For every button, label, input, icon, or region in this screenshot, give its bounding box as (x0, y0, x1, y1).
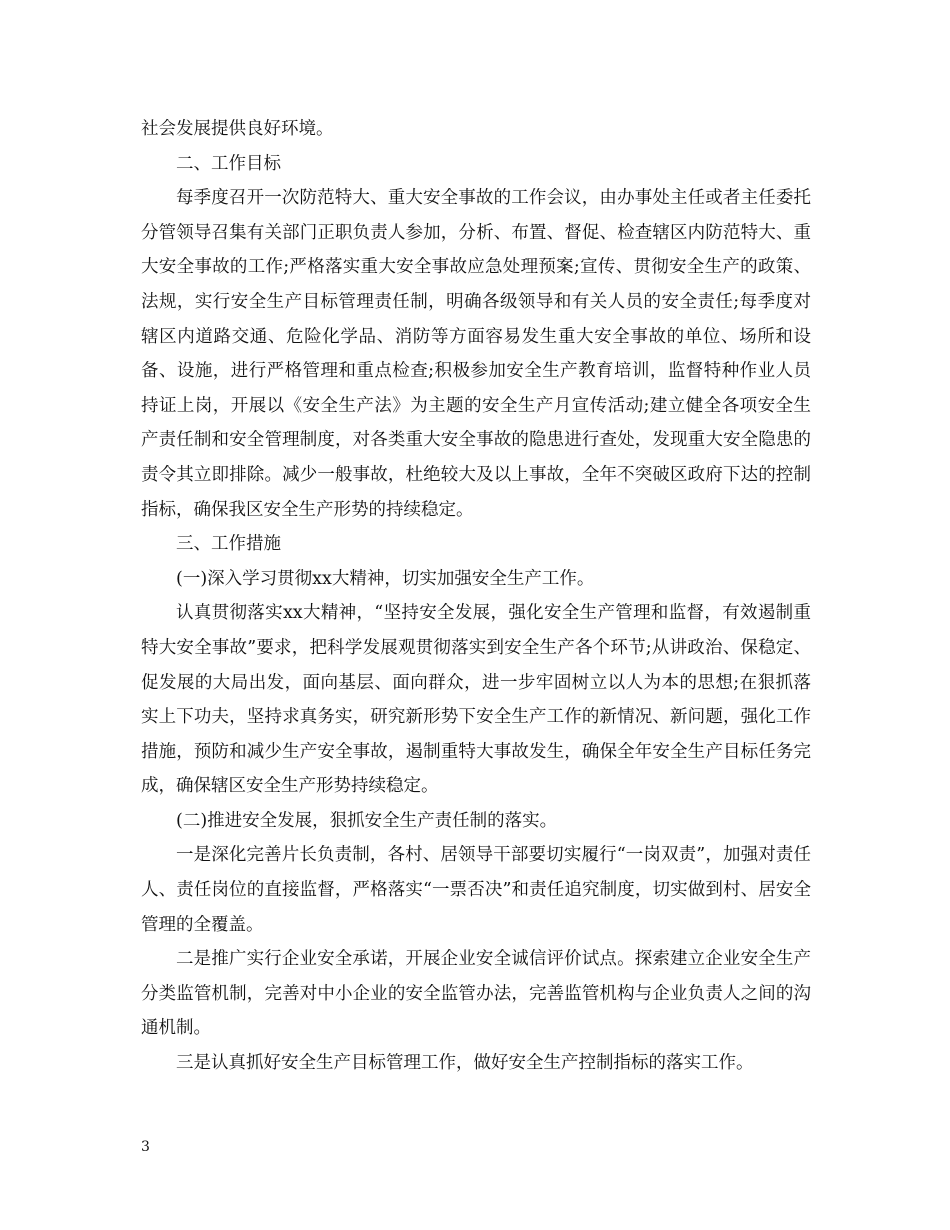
page-number: 3 (141, 1139, 150, 1155)
subheading-measure-2: (二)推进安全发展，狠抓安全生产责任制的落实。 (176, 810, 558, 831)
paragraph-measure-1-body: 认真贯彻落实xx大精神，“坚持安全发展，强化安全生产管理和监督，有效遏制重特大安全事故”要求，把科学发展观贯彻落实到安全生产各个环节;从讲政治、保稳定、促发展的大局出发，面向基层、面向群众，进一步牢固树立以人为本的思想;在狠抓落实上下功夫，坚持求真务实，研究新形势下安全生产工作的新情况、新问题，强化工作措施，预防和减少生产安全事故，遏制重特大事故发生，确保全年安全生产目标任务完成，确保辖区安全生产形势持续稳定。 (141, 603, 811, 797)
section-heading-goals: 二、工作目标 (176, 153, 281, 174)
paragraph-1: 社会发展提供良好环境。 (141, 119, 334, 139)
document-body (141, 112, 811, 1081)
section-heading-measures: 三、工作措施 (176, 534, 281, 555)
paragraph-measure-2-item-3: 三是认真抓好安全生产目标管理工作，做好安全生产控制指标的落实工作。 (176, 1053, 754, 1074)
subheading-measure-1: (一)深入学习贯彻xx大精神，切实加强安全生产工作。 (176, 568, 595, 589)
paragraph-measure-2-item-1: 一是深化完善片长负责制，各村、居领导干部要切实履行“一岗双责”，加强对责任人、责任岗位的直接监督，严格落实“一票否决”和责任追究制度，切实做到村、居安全管理的全覆盖。 (141, 845, 811, 935)
paragraph-measure-2-item-2: 二是推广实行企业安全承诺，开展企业安全诚信评价试点。探索建立企业安全生产分类监管机制，完善对中小企业的安全监管办法，完善监管机构与企业负责人之间的沟通机制。 (141, 949, 811, 1039)
paragraph-goals-body: 每季度召开一次防范特大、重大安全事故的工作会议，由办事处主任或者主任委托分管领导召集有关部门正职负责人参加，分析、布置、督促、检查辖区内防范特大、重大安全事故的工作;严格落实重大安全事故应急处理预案;宣传、贯彻安全生产的政策、法规，实行安全生产目标管理责任制，明确各级领导和有关人员的安全责任;每季度对辖区内道路交通、危险化学品、消防等方面容易发生重大安全事故的单位、场所和设备、设施，进行严格管理和重点检查;积极参加安全生产教育培训，监督特种作业人员持证上岗，开展以《安全生产法》为主题的安全生产月宣传活动;建立健全各项安全生产责任制和安全管理制度，对各类重大安全事故的隐患进行查处，发现重大安全隐患的责令其立即排除。减少一般事故，杜绝较大及以上事故，全年不突破区政府下达的控制指标，确保我区安全生产形势的持续稳定。 (141, 188, 811, 520)
